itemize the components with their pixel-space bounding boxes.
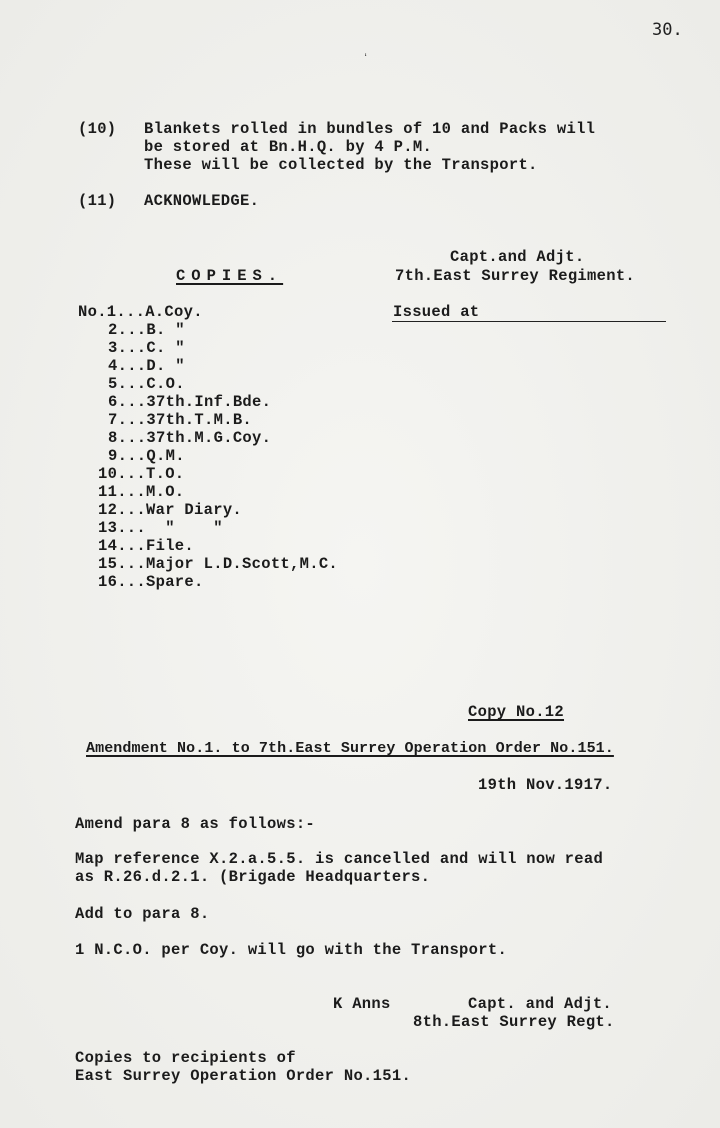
copy-item: 2...B. " [108,321,185,339]
amendment-title: Amendment No.1. to 7th.East Surrey Operation Order No.151. [86,740,614,757]
copies-heading: COPIES. [176,267,284,285]
para10-number: (10) [78,120,117,138]
signature1-title: Capt.and Adjt. [450,248,585,266]
page-number: 30. [652,20,683,40]
copy-item: 15...Major L.D.Scott,M.C. [98,555,339,573]
para10-line-3: These will be collected by the Transport. [144,156,538,174]
signature2-name: K Anns [333,995,391,1013]
copy-item: 4...D. " [108,357,185,375]
copy-item: No.1...A.Coy. [78,303,203,321]
para11-text: ACKNOWLEDGE. [144,192,260,210]
copy-item: 9...Q.M. [108,447,185,465]
issued-at-line [392,321,666,322]
copy-item: 14...File. [98,537,195,555]
copy-item: 10...T.O. [98,465,185,483]
amend-line: as R.26.d.2.1. (Brigade Headquarters. [75,868,431,886]
copy-number: Copy No.12 [468,703,565,721]
issued-at-label: Issued at [393,303,480,321]
amend-line: Add to para 8. [75,905,210,923]
copy-item: 3...C. " [108,339,185,357]
recipients-line: East Surrey Operation Order No.151. [75,1067,412,1085]
para10-line-1: Blankets rolled in bundles of 10 and Packs will [144,120,596,138]
amend-line: Amend para 8 as follows:- [75,815,316,833]
copy-item: 16...Spare. [98,573,204,591]
mark: ʻ [362,52,370,66]
signature2-title: Capt. and Adjt. [468,995,613,1013]
copy-item: 7...37th.T.M.B. [108,411,253,429]
para11-number: (11) [78,192,117,210]
amendment-date: 19th Nov.1917. [478,776,613,794]
amend-line: 1 N.C.O. per Coy. will go with the Transport. [75,941,508,959]
copy-item: 5...C.O. [108,375,185,393]
copy-item: 11...M.O. [98,483,185,501]
para10-line-2: be stored at Bn.H.Q. by 4 P.M. [144,138,433,156]
copy-item: 12...War Diary. [98,501,243,519]
copy-item: 13... " " [98,519,223,537]
signature2-unit: 8th.East Surrey Regt. [413,1013,615,1031]
recipients-line: Copies to recipients of [75,1049,296,1067]
copy-item: 6...37th.Inf.Bde. [108,393,272,411]
signature1-unit: 7th.East Surrey Regiment. [395,267,636,285]
amend-line: Map reference X.2.a.5.5. is cancelled and will now read [75,850,604,868]
copy-item: 8...37th.M.G.Coy. [108,429,272,447]
